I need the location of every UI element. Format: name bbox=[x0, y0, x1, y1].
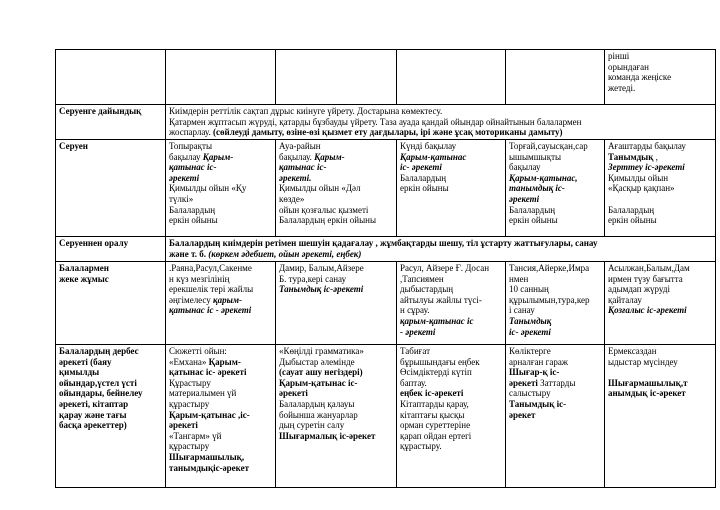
cell-text: қарым- bbox=[213, 294, 242, 305]
cell-line bbox=[608, 173, 712, 184]
table-cell bbox=[506, 50, 605, 105]
cell-line bbox=[279, 162, 393, 173]
cell-text: 10 санның bbox=[509, 284, 549, 295]
cell-line bbox=[169, 194, 272, 205]
cell-line bbox=[509, 295, 601, 306]
cell-line bbox=[169, 173, 272, 184]
cell-text: құрастыру bbox=[169, 398, 210, 409]
table-row bbox=[56, 50, 716, 105]
cell-text: і санау bbox=[509, 305, 535, 316]
cell-line bbox=[169, 378, 272, 389]
cell-line bbox=[169, 215, 272, 226]
cell-line bbox=[400, 305, 502, 316]
cell-text: Шығар-қ іс- bbox=[509, 367, 560, 378]
row-heading: Серуен bbox=[56, 140, 166, 237]
table-cell bbox=[56, 50, 166, 105]
cell-text: Топырақты bbox=[169, 141, 213, 151]
table-row bbox=[56, 345, 716, 488]
cell-line: басқа әрекеттер) bbox=[59, 420, 127, 431]
cell-line bbox=[169, 452, 272, 463]
cell-line bbox=[169, 441, 272, 452]
cell-text: қатынас іс- bbox=[279, 162, 327, 173]
cell-text: қарым-қатынас іс bbox=[400, 315, 474, 326]
table-cell bbox=[276, 140, 397, 237]
cell-line bbox=[608, 388, 712, 399]
cell-line bbox=[400, 263, 502, 274]
cell-text: Балалардың bbox=[509, 204, 556, 215]
cell-text: Б. тура,кері санау bbox=[279, 273, 347, 284]
cell-line bbox=[509, 378, 601, 389]
cell-line: команда жеңіске bbox=[608, 72, 672, 83]
cell-line bbox=[400, 399, 502, 410]
cell-text: Асылжан,Балым,Дам bbox=[608, 263, 690, 273]
cell-text: «Қасқыр қақпан» bbox=[608, 183, 675, 194]
cell-text: кітаптағы қысқы bbox=[400, 409, 465, 420]
cell-line bbox=[169, 357, 272, 368]
cell-text: Қимылды ойын «Қу bbox=[169, 183, 247, 194]
cell-line bbox=[279, 388, 393, 399]
cell-line bbox=[279, 410, 393, 421]
cell-text: әрекеті bbox=[509, 193, 540, 204]
cell-line bbox=[400, 388, 502, 399]
cell-text: әрекет bbox=[509, 409, 536, 420]
cell-line bbox=[400, 316, 502, 327]
table-cell bbox=[506, 345, 605, 488]
cell-text: көзде» bbox=[279, 193, 305, 204]
table-cell bbox=[276, 262, 397, 345]
cell-line bbox=[608, 141, 712, 152]
cell-line bbox=[608, 367, 712, 378]
cell-text: ойын қозғалыс қызметі bbox=[279, 204, 369, 215]
cell-line bbox=[509, 274, 601, 285]
cell-line bbox=[400, 162, 502, 173]
cell-line: Балалармен bbox=[59, 263, 109, 273]
row-heading bbox=[56, 345, 166, 488]
cell-line bbox=[169, 463, 272, 474]
table-cell bbox=[166, 50, 276, 105]
row-heading: Серуеннен оралу bbox=[56, 237, 166, 262]
cell-text: Заттарды bbox=[540, 377, 576, 388]
cell-line bbox=[509, 215, 601, 226]
cell-text: ,Тапсиямен bbox=[400, 273, 444, 284]
cell-text: еркін ойыны bbox=[169, 215, 218, 226]
cell-text: бақылау bbox=[169, 151, 203, 162]
cell-text: Күнді бақылау bbox=[400, 141, 457, 151]
cell-text: ыдыстар мүсіндеу bbox=[608, 356, 678, 367]
cell-line bbox=[400, 420, 502, 431]
cell-text: құрастыру bbox=[169, 441, 210, 452]
cell-text: орман суреттеріне bbox=[400, 420, 471, 431]
table-cell bbox=[605, 262, 716, 345]
cell-text: Танымдық bbox=[608, 151, 654, 162]
cell-text: Танымдық іс-әрекеті bbox=[279, 284, 364, 295]
table-row bbox=[56, 237, 716, 262]
table-cell bbox=[605, 140, 716, 237]
cell-text: Тансия,Айерке,Имра bbox=[509, 263, 590, 273]
cell-text: Танымдық bbox=[509, 315, 552, 326]
table-cell bbox=[506, 140, 605, 237]
cell-text: Шығармалық іс-әрекет bbox=[279, 430, 376, 441]
cell-text: бұрышындағы еңбек bbox=[400, 356, 480, 367]
cell-line bbox=[509, 173, 601, 184]
cell-line: орындаған bbox=[608, 61, 649, 72]
cell-text: қатынас іс - әрекеті bbox=[169, 305, 252, 316]
cell-text: (сөйлеуді дамыту, өзіне-өзі қызмет ету дағдылары, ірі және ұсақ моториканы дамыту) bbox=[213, 127, 563, 138]
cell-line bbox=[400, 378, 502, 389]
cell-text: Шығармашылық,т bbox=[608, 377, 688, 388]
cell-line bbox=[279, 378, 393, 389]
cell-text: қарап ойдан ертегі bbox=[400, 430, 472, 441]
cell-text: әрекеті bbox=[169, 420, 198, 431]
cell-line bbox=[608, 194, 712, 205]
cell-text: Дыбыстар әлемінде bbox=[279, 356, 355, 367]
cell-text: Балалардың қалауы bbox=[279, 398, 355, 409]
cell-text: дың суретін салу bbox=[279, 420, 345, 431]
cell-text: Балалардың еркін ойыны bbox=[279, 215, 377, 226]
cell-text: бақылау bbox=[509, 162, 541, 173]
cell-text: еркін ойыны bbox=[509, 215, 558, 226]
cell-line bbox=[400, 431, 502, 442]
cell-line bbox=[608, 378, 712, 389]
cell-text: Қарым-қатынас ,іс- bbox=[169, 409, 250, 420]
cell-line bbox=[509, 357, 601, 368]
cell-text: (сауат ашу негіздері) bbox=[279, 367, 363, 378]
cell-text: бақылау. bbox=[279, 151, 315, 162]
cell-line bbox=[279, 367, 393, 378]
cell-text: Балалардың bbox=[400, 172, 447, 183]
cell-text: адымдап жүруді bbox=[608, 284, 670, 295]
cell-text: құрастыру. bbox=[400, 441, 442, 452]
cell-line bbox=[279, 284, 393, 295]
cell-line bbox=[169, 249, 712, 260]
cell-line bbox=[400, 346, 502, 357]
cell-text: Қарым- bbox=[202, 151, 234, 162]
cell-line bbox=[608, 205, 712, 216]
cell-line bbox=[400, 357, 502, 368]
cell-line: Балалардың киімдерін ретімен шешуін қадағалау , жұмбақтарды шешу, тіл ұстарту жаттығулары, санау bbox=[169, 238, 598, 248]
cell-text: Көліктерге bbox=[509, 346, 551, 356]
cell-text: салыстыру bbox=[509, 388, 551, 399]
cell-text: және т. б. bbox=[169, 248, 209, 259]
cell-line bbox=[509, 346, 601, 357]
cell-text: «Емхана» bbox=[169, 356, 209, 367]
cell-line bbox=[169, 152, 272, 163]
cell-line bbox=[608, 263, 712, 274]
cell-text: Ағаштарды бақылау bbox=[608, 141, 686, 151]
cell-line bbox=[169, 127, 712, 138]
cell-text: айтылуы жайлы түсі- bbox=[400, 294, 482, 305]
cell-text: Қарым-қатынас іс- bbox=[279, 377, 358, 388]
cell-line bbox=[509, 316, 601, 327]
cell-line bbox=[279, 431, 393, 442]
cell-text: Танымдық іс- bbox=[509, 398, 567, 409]
cell-text: арналған гараж bbox=[509, 356, 569, 367]
cell-text: Кітаптарды қарау, bbox=[400, 398, 469, 409]
table-row bbox=[56, 262, 716, 345]
cell-line bbox=[608, 284, 712, 295]
cell-line bbox=[509, 367, 601, 378]
cell-line bbox=[509, 263, 601, 274]
cell-line: әрекеті (баяу bbox=[59, 356, 112, 367]
cell-line: ойындар,үстел үсті bbox=[59, 377, 137, 388]
cell-text: Ермексаздан bbox=[608, 346, 657, 356]
cell-text: ирмен түзу бағытта bbox=[608, 273, 683, 284]
row-heading bbox=[56, 262, 166, 345]
cell-text: іс- әрекеті bbox=[400, 162, 442, 173]
cell-text: Балалардың bbox=[608, 204, 655, 215]
cell-text: Расул, Айзере Ғ. Досан bbox=[400, 263, 490, 273]
cell-line bbox=[608, 183, 712, 194]
cell-text: түлкі» bbox=[169, 193, 194, 204]
cell-text: әрекеті bbox=[169, 172, 200, 183]
cell-text: анымдық іс-әрекет bbox=[608, 388, 686, 399]
cell-line bbox=[509, 183, 601, 194]
cell-line bbox=[608, 295, 712, 306]
cell-line bbox=[400, 183, 502, 194]
cell-text: әңгімелесу bbox=[169, 294, 214, 305]
cell-line bbox=[509, 305, 601, 316]
cell-line bbox=[608, 305, 712, 316]
cell-line bbox=[169, 410, 272, 421]
cell-line bbox=[509, 152, 601, 163]
cell-text: танымдық іс- bbox=[509, 183, 565, 194]
cell-text: жоспарлау. bbox=[169, 127, 214, 138]
cell-text: Балалардың bbox=[169, 204, 216, 215]
cell-line bbox=[509, 205, 601, 216]
cell-line bbox=[509, 284, 601, 295]
cell-text: Зерттеу іс-әрекеті bbox=[608, 162, 685, 173]
cell-line bbox=[400, 141, 502, 152]
cell-line bbox=[400, 173, 502, 184]
cell-line bbox=[169, 367, 272, 378]
cell-text: қайталау bbox=[608, 294, 642, 305]
cell-line: ойындары, бейнелеу bbox=[59, 388, 143, 399]
cell-text: Өсімдіктерді күтіп bbox=[400, 367, 472, 378]
cell-text: іс- әрекеті bbox=[509, 326, 551, 337]
table-cell bbox=[397, 262, 506, 345]
table-cell bbox=[397, 50, 506, 105]
table-cell bbox=[276, 50, 397, 105]
cell-line bbox=[400, 410, 502, 421]
cell-line bbox=[400, 284, 502, 295]
cell-line: қарау және тағы bbox=[59, 409, 127, 420]
cell-line bbox=[509, 327, 601, 338]
cell-line bbox=[509, 388, 601, 399]
cell-line bbox=[169, 205, 272, 216]
table-row bbox=[56, 105, 716, 140]
cell-line bbox=[169, 141, 272, 152]
table-cell bbox=[397, 345, 506, 488]
schedule-table bbox=[55, 49, 716, 488]
cell-line bbox=[608, 215, 712, 226]
cell-line bbox=[169, 431, 272, 442]
cell-text: Қимылды ойын bbox=[608, 172, 669, 183]
cell-text: танымдықіс-әрекет bbox=[169, 462, 250, 473]
cell-text: баптау. bbox=[400, 377, 427, 388]
cell-line bbox=[169, 420, 272, 431]
cell-text: н сұрау. bbox=[400, 305, 430, 316]
cell-line bbox=[169, 346, 272, 357]
cell-text: Қарым- bbox=[314, 151, 345, 162]
cell-line: жетеді. bbox=[608, 82, 636, 93]
cell-line bbox=[279, 263, 393, 274]
table-cell bbox=[166, 345, 276, 488]
cell-text: материалымен үй bbox=[169, 388, 237, 399]
cell-line bbox=[279, 152, 393, 163]
table-row bbox=[56, 140, 716, 237]
cell-text: Табиғат bbox=[400, 346, 431, 356]
cell-line bbox=[400, 152, 502, 163]
cell-line bbox=[400, 367, 502, 378]
cell-line bbox=[608, 162, 712, 173]
cell-text: Торғай,сауысқан,сар bbox=[509, 141, 588, 151]
cell-line: рінші bbox=[608, 51, 630, 61]
table-cell bbox=[605, 345, 716, 488]
cell-line bbox=[608, 346, 712, 357]
cell-line bbox=[279, 420, 393, 431]
table-cell bbox=[276, 345, 397, 488]
cell-text: нмен bbox=[509, 273, 529, 284]
table-cell bbox=[166, 105, 716, 140]
table-cell bbox=[166, 262, 276, 345]
cell-text: «Тангарм» үй bbox=[169, 430, 222, 441]
row-heading: Серуенге дайындық bbox=[56, 105, 166, 140]
cell-line bbox=[509, 194, 601, 205]
cell-line bbox=[400, 327, 502, 338]
cell-text: «Көңілді грамматика» bbox=[279, 346, 364, 356]
cell-line bbox=[169, 284, 272, 295]
cell-line bbox=[169, 295, 272, 306]
cell-line bbox=[608, 274, 712, 285]
schedule-page bbox=[55, 49, 715, 488]
cell-line bbox=[279, 141, 393, 152]
cell-line bbox=[608, 152, 712, 163]
cell-text: бойынша жануарлар bbox=[279, 409, 358, 420]
cell-line bbox=[169, 162, 272, 173]
cell-line bbox=[169, 274, 272, 285]
table-cell bbox=[166, 140, 276, 237]
cell-line bbox=[169, 263, 272, 274]
cell-text: Сюжетті ойын: bbox=[169, 346, 227, 356]
cell-text: - әрекеті bbox=[400, 326, 436, 337]
cell-line bbox=[279, 215, 393, 226]
cell-text: әрекеті. bbox=[279, 172, 312, 183]
cell-text: ышымшықты bbox=[509, 151, 562, 162]
cell-text: қатынас іс- bbox=[169, 162, 217, 173]
cell-text: (көркем әдебиет, ойын әрекеті, еңбек) bbox=[208, 248, 362, 259]
cell-line bbox=[279, 274, 393, 285]
cell-line bbox=[509, 399, 601, 410]
cell-line: қимылды bbox=[59, 367, 100, 378]
cell-text: Ауа-райын bbox=[279, 141, 321, 151]
cell-text: қатынас іс- әрекеті bbox=[169, 367, 247, 378]
cell-text: Қарым- bbox=[208, 356, 241, 367]
cell-text: Қимылды ойын «Дәл bbox=[279, 183, 361, 194]
cell-line bbox=[279, 173, 393, 184]
cell-text: н күз мезгілінің bbox=[169, 273, 230, 284]
cell-line bbox=[279, 205, 393, 216]
cell-text: еркін ойыны bbox=[608, 215, 657, 226]
cell-text: Шығармашылық, bbox=[169, 451, 245, 462]
cell-line bbox=[279, 183, 393, 194]
cell-line bbox=[169, 305, 272, 316]
cell-text: , bbox=[653, 151, 658, 162]
cell-line bbox=[169, 388, 272, 399]
cell-text: Дамир, Балым,Айзере bbox=[279, 263, 364, 273]
cell-text: Құрастыру bbox=[169, 377, 211, 388]
cell-text: Қозғалыс іс-әрекеті bbox=[608, 305, 687, 316]
cell-line: Киімдерін реттілік сақтап дұрыс киінуге үйрету. Достарына көмектесу. bbox=[169, 106, 443, 116]
cell-text: әрекеті bbox=[279, 388, 308, 399]
cell-text: дыбыстардың bbox=[400, 284, 454, 295]
cell-line bbox=[279, 357, 393, 368]
cell-text: ерекшелік тері жайлы bbox=[169, 284, 254, 295]
cell-line bbox=[279, 399, 393, 410]
cell-line bbox=[608, 357, 712, 368]
cell-line: Қатармен жұптасып жүруді, қатарды бұзбауды үйрету. Таза ауада қандай ойындар ойнайтынын балалармен bbox=[169, 116, 582, 127]
cell-line bbox=[279, 346, 393, 357]
table-cell bbox=[397, 140, 506, 237]
cell-text: еркін ойыны bbox=[400, 183, 449, 194]
cell-text: Қарым-қатынас bbox=[400, 151, 467, 162]
table-cell bbox=[506, 262, 605, 345]
cell-line: әрекеті, кітаптар bbox=[59, 398, 129, 409]
cell-text: еңбек іс-әрекеті bbox=[400, 388, 464, 399]
cell-line: Балалардың дербес bbox=[59, 346, 139, 356]
cell-line bbox=[279, 194, 393, 205]
cell-text: құрылымын,тура,кер bbox=[509, 294, 590, 305]
table-cell bbox=[166, 237, 716, 262]
cell-line bbox=[169, 183, 272, 194]
cell-text: .Раяна,Расул,Сакенме bbox=[169, 263, 252, 273]
cell-line bbox=[400, 274, 502, 285]
cell-line bbox=[169, 399, 272, 410]
cell-line bbox=[509, 141, 601, 152]
cell-line bbox=[400, 441, 502, 452]
cell-line: жеке жұмыс bbox=[59, 273, 109, 284]
cell-line bbox=[509, 410, 601, 421]
cell-line bbox=[400, 295, 502, 306]
cell-text: Қарым-қатынас, bbox=[509, 172, 578, 183]
cell-line bbox=[509, 162, 601, 173]
cell-text: әрекеті bbox=[509, 377, 541, 388]
table-cell bbox=[605, 50, 716, 105]
